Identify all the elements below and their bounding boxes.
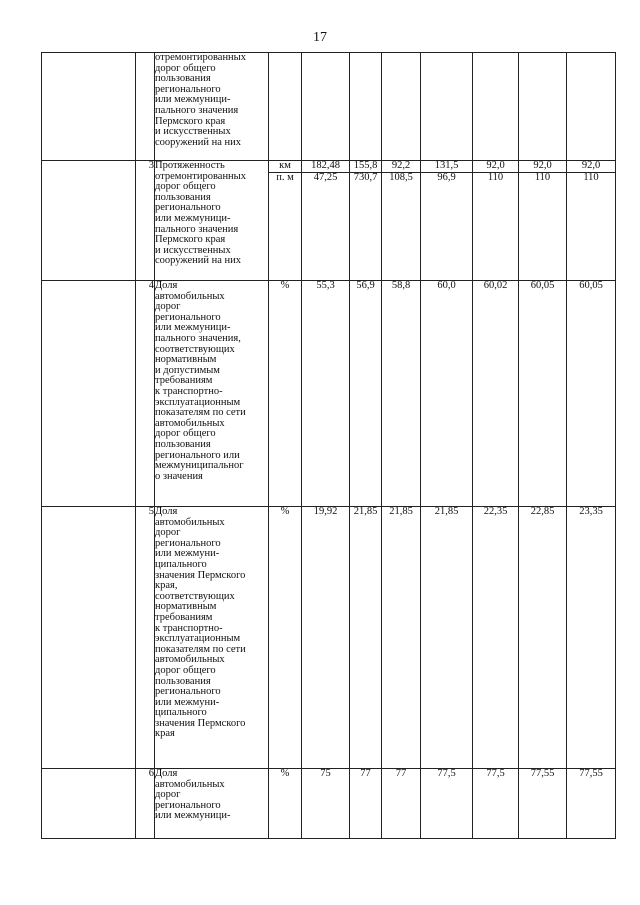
value-text: 60,05 xyxy=(530,280,555,291)
indicator-name-line: к транспортно- xyxy=(155,622,223,634)
indicator-name-line: или межмуни- xyxy=(155,696,220,708)
value-text: 77,55 xyxy=(530,768,555,779)
indicator-name xyxy=(155,161,269,281)
indicator-name-line: автомобильных xyxy=(155,654,225,666)
indicator-name-line: автомобильных xyxy=(155,516,225,528)
value-text: 60,05 xyxy=(579,280,603,291)
value-cell xyxy=(519,769,567,839)
indicator-name-line: сооружений на них xyxy=(155,255,242,267)
value-text: 77,55 xyxy=(579,768,603,779)
indicator-name-line: или межмуници- xyxy=(155,94,231,106)
indicator-name-line: дорог общего xyxy=(155,428,216,440)
value-text: 22,35 xyxy=(483,506,508,517)
value-cell xyxy=(302,53,350,161)
table-row xyxy=(42,53,616,161)
value-text: 155,8 xyxy=(353,160,378,171)
unit-cell xyxy=(269,281,302,507)
value-cell xyxy=(567,53,616,161)
indicator-name xyxy=(155,507,269,769)
value-cell xyxy=(302,769,350,839)
indicator-name-line: дорог общего xyxy=(155,62,216,74)
value-text: 21,85 xyxy=(434,506,459,517)
value-cell xyxy=(567,281,616,507)
value-text: 21,85 xyxy=(353,506,378,517)
value-cell xyxy=(421,281,473,507)
blank-cell xyxy=(42,769,136,839)
value-text: 77,5 xyxy=(486,768,505,779)
value-cell xyxy=(382,507,421,769)
indicator-name-line: ципального xyxy=(155,707,207,719)
value-cell xyxy=(382,161,421,281)
value-cell xyxy=(567,161,616,281)
value-cell xyxy=(473,507,519,769)
indicator-name-line: пального значения xyxy=(155,223,239,235)
value-text: 110 xyxy=(473,172,518,184)
value-cell xyxy=(473,53,519,161)
indicator-name-line: значения Пермского xyxy=(155,717,246,729)
value-cell xyxy=(567,769,616,839)
indicator-name-line: о значения xyxy=(155,470,203,482)
value-cell xyxy=(350,161,382,281)
indicator-name-line: Доля xyxy=(155,280,178,291)
indicator-name-line: и допустимым xyxy=(155,364,220,376)
value-text: 110 xyxy=(567,172,615,184)
indicator-name-line: пользования xyxy=(155,675,211,687)
value-text: 55,3 xyxy=(316,280,335,291)
indicator-name-line: края, xyxy=(155,580,178,592)
value-text: 77 xyxy=(395,768,407,779)
value-text: 21,85 xyxy=(389,506,413,517)
value-text: 92,0 xyxy=(533,160,552,171)
indicator-name-line: соответствующих xyxy=(155,590,235,602)
indicator-name-line: требованиям xyxy=(155,611,213,623)
indicator-name-line: дорог общего xyxy=(155,181,216,193)
indicators-table xyxy=(41,52,616,839)
indicator-name-line: или межмуни- xyxy=(155,548,220,560)
value-cell xyxy=(473,281,519,507)
value-text: 23,35 xyxy=(579,506,603,517)
indicator-name-line: пользования xyxy=(155,438,211,450)
indicator-name-line: автомобильных xyxy=(155,290,225,302)
value-cell xyxy=(421,507,473,769)
unit-label: % xyxy=(280,280,290,291)
value-text: 730,7 xyxy=(350,172,381,184)
indicator-name-line: или межмуници- xyxy=(155,212,231,224)
value-cell xyxy=(421,161,473,281)
value-cell xyxy=(473,769,519,839)
table-row xyxy=(42,507,616,769)
value-cell xyxy=(350,507,382,769)
unit-cell xyxy=(269,161,302,281)
value-text: 60,02 xyxy=(483,280,508,291)
indicator-name-line: межмуниципальног xyxy=(155,460,244,472)
indicator-name-line: края xyxy=(155,728,175,740)
value-cell xyxy=(302,161,350,281)
value-cell xyxy=(382,769,421,839)
value-text: 47,25 xyxy=(302,172,349,184)
value-text: 92,0 xyxy=(581,160,601,171)
value-cell xyxy=(519,161,567,281)
table-row xyxy=(42,281,616,507)
row-number: 4 xyxy=(136,281,155,507)
indicator-name-line: пользования xyxy=(155,191,211,203)
indicator-name-line: и искусственных xyxy=(155,126,231,138)
indicator-name-line: нормативным xyxy=(155,354,217,366)
indicator-name-line: дорог xyxy=(155,789,181,801)
value-text: 77,5 xyxy=(437,768,456,779)
indicator-name-line: регионального xyxy=(155,799,221,811)
indicator-name-line: показателям по сети xyxy=(155,407,246,419)
value-text: 92,0 xyxy=(486,160,505,171)
value-text: 110 xyxy=(519,172,566,184)
indicator-name-line: дорог xyxy=(155,527,181,539)
indicator-name-line: Пермского края xyxy=(155,115,226,127)
row-number xyxy=(136,53,155,161)
indicator-name-line: соответствующих xyxy=(155,343,235,355)
blank-cell xyxy=(42,507,136,769)
value-cell xyxy=(567,507,616,769)
indicator-name-line: отремонтированных xyxy=(155,52,246,63)
value-text: 96,9 xyxy=(421,172,472,184)
indicator-name-line: или межмуници- xyxy=(155,322,231,334)
indicator-name-line: регионального или xyxy=(155,449,240,461)
value-cell xyxy=(519,507,567,769)
value-cell xyxy=(473,161,519,281)
indicator-name-line: или межмуници- xyxy=(155,810,231,822)
indicator-name-line: дорог общего xyxy=(155,664,216,676)
value-cell xyxy=(519,53,567,161)
indicator-name-line: регионального xyxy=(155,686,221,698)
value-cell xyxy=(302,507,350,769)
value-text: 77 xyxy=(360,768,371,779)
indicator-name-line: показателям по сети xyxy=(155,643,246,655)
indicator-name-line: отремонтированных xyxy=(155,170,246,182)
value-text: 60,0 xyxy=(437,280,456,291)
indicator-name-line: дорог xyxy=(155,301,181,313)
value-text: 131,5 xyxy=(434,160,459,171)
indicator-name-line: автомобильных xyxy=(155,417,225,429)
value-text: 58,8 xyxy=(391,280,411,291)
table-row xyxy=(42,769,616,839)
indicator-name-line: автомобильных xyxy=(155,778,225,790)
value-text: 182,48 xyxy=(311,160,340,171)
value-text: 22,85 xyxy=(530,506,555,517)
unit-label: % xyxy=(280,768,290,779)
indicator-name-line: значения Пермского xyxy=(155,569,246,581)
indicator-name-line: регионального xyxy=(155,311,221,323)
row-number: 6 xyxy=(136,769,155,839)
value-cell xyxy=(382,53,421,161)
indicator-name-line: и искусственных xyxy=(155,244,231,256)
indicator-name-line: нормативным xyxy=(155,601,217,613)
unit-cell xyxy=(269,507,302,769)
value-cell xyxy=(421,53,473,161)
indicator-name xyxy=(155,53,269,161)
indicator-name-line: к транспортно- xyxy=(155,385,223,397)
value-text: 19,92 xyxy=(313,506,338,517)
value-cell xyxy=(350,769,382,839)
blank-cell xyxy=(42,53,136,161)
unit-label: п. м xyxy=(269,172,301,184)
value-cell xyxy=(421,769,473,839)
unit-label: км xyxy=(279,160,291,171)
value-cell xyxy=(350,53,382,161)
blank-cell xyxy=(42,161,136,281)
unit-cell xyxy=(269,53,302,161)
value-cell xyxy=(519,281,567,507)
row-number: 5 xyxy=(136,507,155,769)
page-number: 17 xyxy=(313,30,327,45)
indicator-name-line: Доля xyxy=(155,506,178,517)
unit-label: % xyxy=(280,506,290,517)
indicator-name-line: эксплуатационным xyxy=(155,633,241,645)
indicator-name xyxy=(155,769,269,839)
indicator-name-line: Доля xyxy=(155,768,178,779)
indicator-name-line: пользования xyxy=(155,73,211,85)
row-number: 3 xyxy=(136,161,155,281)
value-text: 92,2 xyxy=(391,160,411,171)
value-text: 56,9 xyxy=(356,280,375,291)
unit-cell xyxy=(269,769,302,839)
indicator-name-line: регионального xyxy=(155,83,221,95)
value-text: 75 xyxy=(320,768,331,779)
table-row xyxy=(42,161,616,281)
indicator-name-line: регионального xyxy=(155,202,221,214)
indicator-name-line: Пермского края xyxy=(155,234,226,246)
indicator-name-line: ципального xyxy=(155,558,207,570)
indicator-name-line: Протяженность xyxy=(155,160,225,171)
value-cell xyxy=(382,281,421,507)
indicator-name-line: эксплуатационным xyxy=(155,396,241,408)
indicator-name-line: регионального xyxy=(155,537,221,549)
indicator-name-line: сооружений на них xyxy=(155,136,242,148)
value-cell xyxy=(350,281,382,507)
indicator-name xyxy=(155,281,269,507)
indicator-name-line: требованиям xyxy=(155,375,213,387)
indicator-name-line: пального значения, xyxy=(155,332,241,344)
value-text: 108,5 xyxy=(382,172,420,184)
indicator-name-line: пального значения xyxy=(155,104,239,116)
value-cell xyxy=(302,281,350,507)
blank-cell xyxy=(42,281,136,507)
